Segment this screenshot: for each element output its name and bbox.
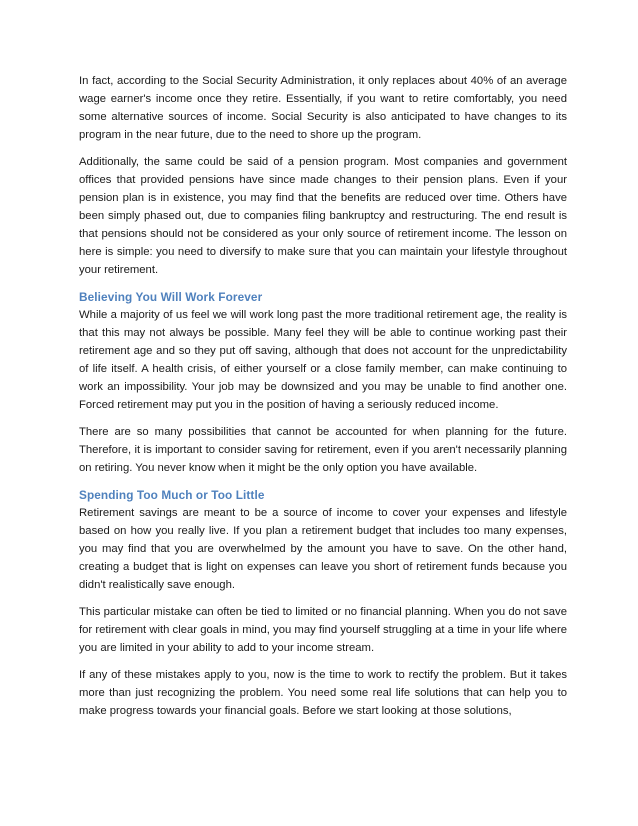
document-page xyxy=(79,72,567,729)
spending-paragraph-3: If any of these mistakes apply to you, now is the time to work to rectify the problem. But it takes more than just recognizing the problem. You need some real life solutions that can help you to make progress towards your financial goals. Before we start looking at those solutions, xyxy=(79,669,567,717)
spending-paragraph-2: This particular mistake can often be tied to limited or no financial planning. When you do not save for retirement with clear goals in mind, you may find yourself struggling at a time in your life where you are limited in your ability to add to your income stream. xyxy=(79,606,567,654)
intro-paragraph-social-security: In fact, according to the Social Security Administration, it only replaces about 40% of an average wage earner's income once they retire. Essentially, if you want to retire comfortably, you need some alternative sources of income. Social Security is also anticipated to have changes to its program in the near future, due to the need to shore up the program. xyxy=(79,75,567,141)
intro-paragraph-pension: Additionally, the same could be said of a pension program. Most companies and government offices that provided pensions have since made changes to their pension plans. Even if your pension plan is in existence, you may find that the benefits are reduced over time. Others have been simply phased out, due to companies filing bankruptcy and restructuring. The end result is that pensions should not be considered as your only source of retirement income. The lesson on here is simple: you need to diversify to make sure that you can maintain your lifestyle throughout your retirement. xyxy=(79,156,567,276)
spending-paragraph-1: Retirement savings are meant to be a source of income to cover your expenses and lifestyle based on how you really live. If you plan a retirement budget that includes too many expenses, you may find that you are overwhelmed by the amount you have to save. On the other hand, creating a budget that is light on expenses can leave you short of retirement funds because you didn't realistically save enough. xyxy=(79,507,567,591)
work-forever-paragraph-2: There are so many possibilities that cannot be accounted for when planning for the future. Therefore, it is important to consider saving for retirement, even if you aren't necessarily planning on retiring. You never know when it might be the only option you have available. xyxy=(79,426,567,474)
section-heading-spending: Spending Too Much or Too Little xyxy=(79,488,265,502)
section-heading-work-forever: Believing You Will Work Forever xyxy=(79,290,263,304)
work-forever-paragraph-1: While a majority of us feel we will work long past the more traditional retirement age, the reality is that this may not always be possible. Many feel they will be able to continue working past their retirement age and so they put off saving, although that does not account for the unpredictability of life itself. A health crisis, of either yourself or a close family member, can make continuing to work an impossibility. Your job may be downsized and you may be unable to find another one. Forced retirement may put you in the position of having a seriously reduced income. xyxy=(79,309,567,411)
